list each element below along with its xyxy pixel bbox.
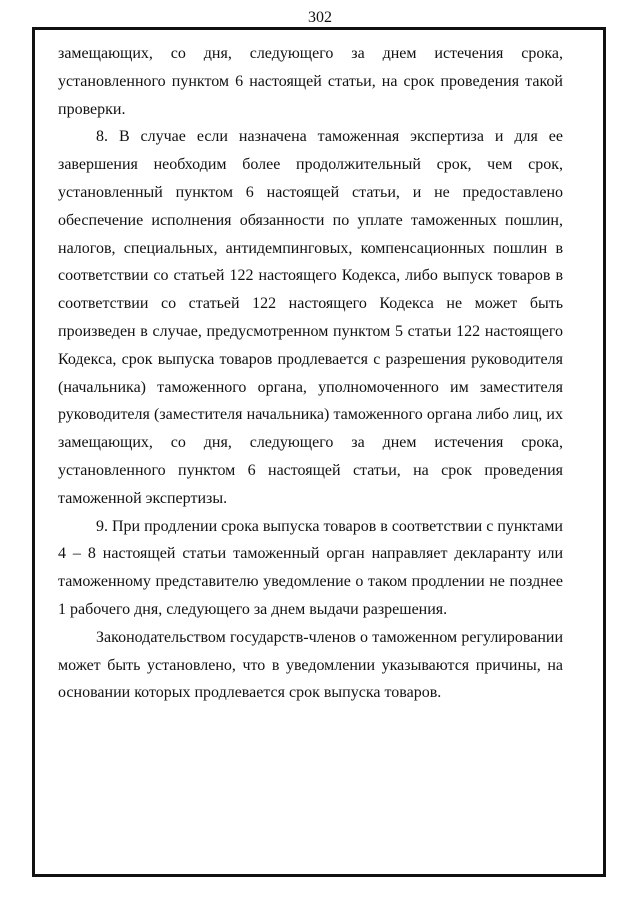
paragraph-item-9: 9. При продлении срока выпуска товаров в соответствии с пунктами 4 – 8 настоящей статьи таможенный орган направляет декларанту или таможенному представителю уведомление о таком продлении не позднее 1 рабочего дня, следующего за днем выдачи разрешения. (58, 517, 563, 618)
paragraph-continuation: замещающих, со дня, следующего за днем истечения срока, установленного пунктом 6 настоящей статьи, на срок проведения такой проверки. (58, 45, 563, 118)
document-body (58, 40, 563, 707)
paragraph-legislation-note: Законодательством государств-членов о таможенном регулировании может быть установлено, что в уведомлении указываются причины, на основании которых продлевается срок выпуска товаров. (58, 628, 563, 702)
paragraph-item-8: 8. В случае если назначена таможенная экспертиза и для ее завершения необходим более продолжительный срок, чем срок, установленный пунктом 6 настоящей статьи, и не предоставлено обеспечение исполнения обязанности по уплате таможенных пошлин, налогов, специальных, антидемпинговых, компенсационных пошлин в соответствии со статьей 122 настоящего Кодекса, либо выпуск товаров в соответствии со статьей 122 настоящего Кодекса не может быть произведен в случае, предусмотренном пунктом 5 статьи 122 настоящего Кодекса, срок выпуска товаров продлевается с разрешения руководителя (начальника) таможенного органа, уполномоченного им заместителя руководителя (заместителя начальника) таможенного органа либо лиц, их замещающих, со дня, следующего за днем истечения срока, установленного пунктом 6 настоящей статьи, на срок проведения таможенной экспертизы. (58, 128, 563, 507)
page-number: 302 (308, 9, 332, 26)
